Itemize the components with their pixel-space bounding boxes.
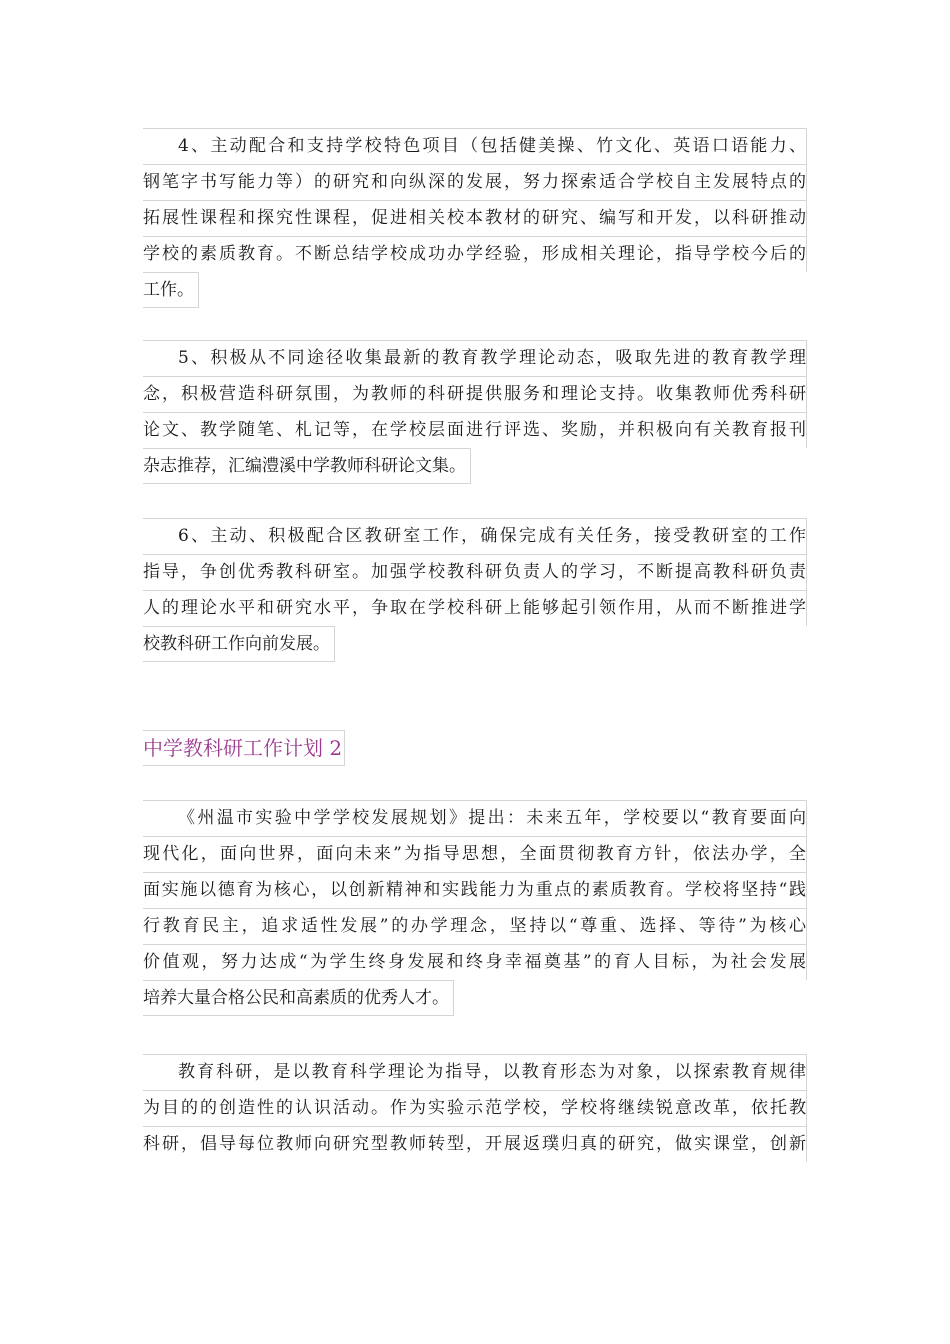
- text-line: 论文、教学随笔、札记等，在学校层面进行评选、奖励，并积极向有关教育报刊: [143, 412, 807, 448]
- section-heading: 中学教科研工作计划 2: [143, 730, 345, 766]
- text-line: 拓展性课程和探究性课程，促进相关校本教材的研究、编写和开发，以科研推动: [143, 200, 807, 236]
- text-line: 人的理论水平和研究水平，争取在学校科研上能够起引领作用，从而不断推进学: [143, 590, 807, 626]
- text-line: 面实施以德育为核心，以创新精神和实践能力为重点的素质教育。学校将坚持“践: [143, 872, 807, 908]
- text-line: 4、主动配合和支持学校特色项目（包括健美操、竹文化、英语口语能力、: [143, 128, 807, 164]
- text-line: 指导，争创优秀教科研室。加强学校教科研负责人的学习，不断提高教科研负责: [143, 554, 807, 590]
- text-line: 工作。: [143, 272, 199, 308]
- text-line: 为目的的创造性的认识活动。作为实验示范学校，学校将继续锐意改革，依托教: [143, 1090, 807, 1126]
- text-line: 杂志推荐，汇编澧溪中学教师科研论文集。: [143, 448, 471, 484]
- text-line: 现代化，面向世界，面向未来”为指导思想，全面贯彻教育方针，依法办学，全: [143, 836, 807, 872]
- text-line: 学校的素质教育。不断总结学校成功办学经验，形成相关理论，指导学校今后的: [143, 236, 807, 272]
- text-line: 培养大量合格公民和高素质的优秀人才。: [143, 980, 454, 1016]
- text-line: 6、主动、积极配合区教研室工作，确保完成有关任务，接受教研室的工作: [143, 518, 807, 554]
- text-line: 钢笔字书写能力等）的研究和向纵深的发展，努力探索适合学校自主发展特点的: [143, 164, 807, 200]
- text-line: 教育科研，是以教育科学理论为指导，以教育形态为对象，以探索教育规律: [143, 1054, 807, 1090]
- paragraph-item-6: [143, 518, 807, 666]
- paragraph-education-research: [143, 1054, 807, 1162]
- text-line: 念，积极营造科研氛围，为教师的科研提供服务和理论支持。收集教师优秀科研: [143, 376, 807, 412]
- paragraph-plan-intro: [143, 800, 807, 1020]
- text-line: 科研，倡导每位教师向研究型教师转型，开展返璞归真的研究，做实课堂，创新: [143, 1126, 807, 1162]
- text-line: 《州温市实验中学学校发展规划》提出：未来五年，学校要以“教育要面向: [143, 800, 807, 836]
- text-line: 校教科研工作向前发展。: [143, 626, 335, 662]
- text-line: 行教育民主，追求适性发展”的办学理念，坚持以“尊重、选择、等待”为核心: [143, 908, 807, 944]
- text-line: 价值观，努力达成“为学生终身发展和终身幸福奠基”的育人目标，为社会发展: [143, 944, 807, 980]
- text-line: 5、积极从不同途径收集最新的教育教学理论动态，吸取先进的教育教学理: [143, 340, 807, 376]
- paragraph-item-4: [143, 128, 807, 312]
- paragraph-item-5: [143, 340, 807, 488]
